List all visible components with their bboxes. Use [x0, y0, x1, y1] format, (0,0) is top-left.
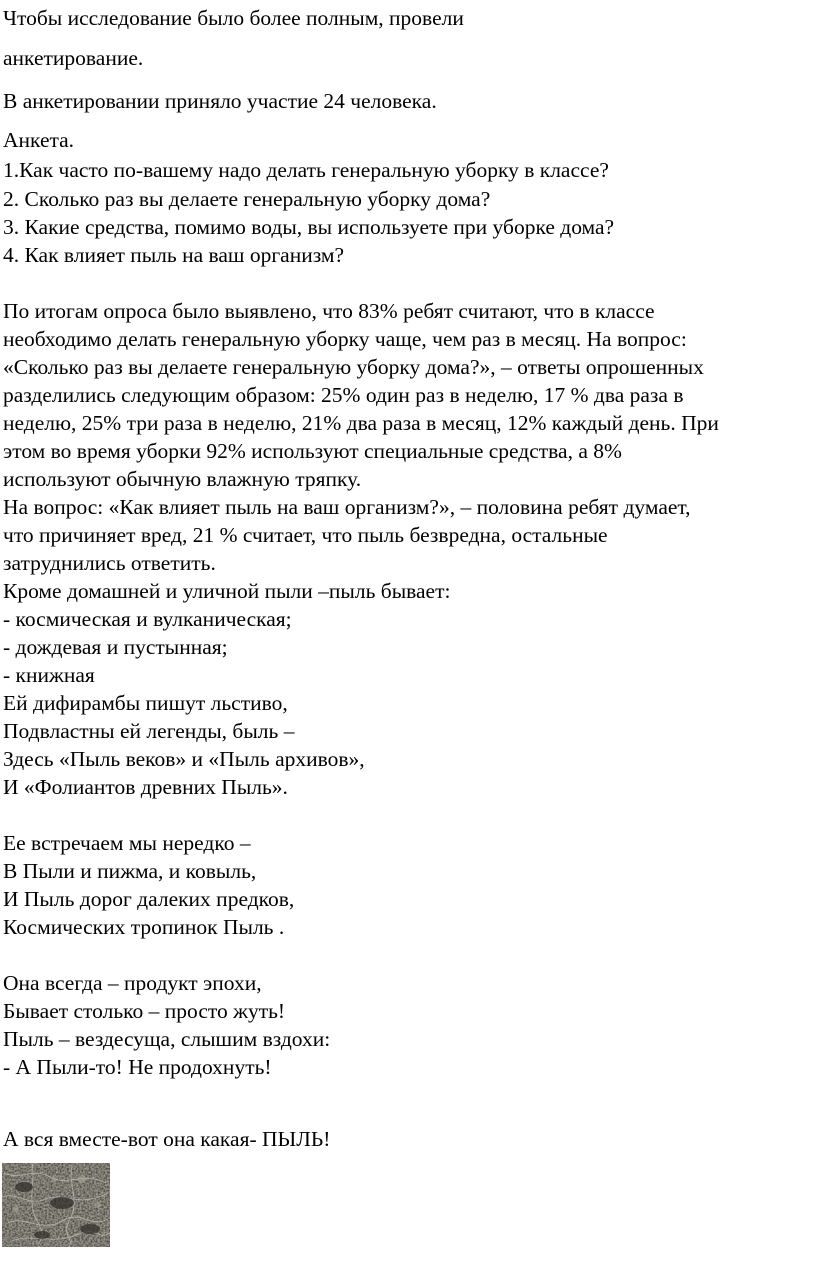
poem-line: И «Фолиантов древних Пыль».	[3, 775, 288, 799]
dust-photo	[2, 1163, 110, 1247]
results-line: что причиняет вред, 21 % считает, что пыль безвредна, остальные	[3, 523, 608, 547]
poem-line: Здесь «Пыль веков» и «Пыль архивов»,	[3, 747, 365, 771]
survey-question-3: 3. Какие средства, помимо воды, вы используете при уборке дома?	[3, 215, 615, 239]
results-line: затруднились ответить.	[3, 551, 216, 575]
results-line: неделю, 25% три раза в неделю, 21% два раза в месяц, 12% каждый день. При	[3, 411, 719, 435]
results-line: разделились следующим образом: 25% один раз в неделю, 17 % два раза в	[3, 383, 684, 407]
dust-type-item: - книжная	[3, 663, 95, 687]
poem-line: И Пыль дорог далеких предков,	[3, 887, 295, 911]
poem-line: В Пыли и пижма, и ковыль,	[3, 859, 257, 883]
poem-line: - А Пыли-то! Не продохнуть!	[3, 1055, 272, 1079]
intro-line-1: Чтобы исследование было более полным, провели	[3, 6, 464, 30]
poem-line: Ей дифирамбы пишут льстиво,	[3, 691, 288, 715]
poem-line: Космических тропинок Пыль .	[3, 915, 285, 939]
survey-question-1: 1.Как часто по-вашему надо делать генеральную уборку в классе?	[3, 158, 609, 182]
dust-type-item: - дождевая и пустынная;	[3, 635, 228, 659]
results-line: необходимо делать генеральную уборку чаще, чем раз в месяц. На вопрос:	[3, 327, 687, 351]
results-line: На вопрос: «Как влияет пыль на ваш организм?», – половина ребят думает,	[3, 495, 691, 519]
survey-title: Анкета.	[3, 128, 75, 152]
poem-line: Ее встречаем мы нередко –	[3, 831, 251, 855]
dust-type-item: - космическая и вулканическая;	[3, 607, 292, 631]
results-line: этом во время уборки 92% используют специальные средства, а 8%	[3, 439, 622, 463]
survey-question-4: 4. Как влияет пыль на ваш организм?	[3, 243, 345, 267]
intro-line-2: анкетирование.	[3, 46, 144, 70]
intro-line-3: В анкетировании приняло участие 24 человека.	[3, 89, 437, 113]
survey-question-2: 2. Сколько раз вы делаете генеральную уборку дома?	[3, 187, 491, 211]
results-line: «Сколько раз вы делаете генеральную уборку дома?», – ответы опрошенных	[3, 355, 704, 379]
poem-line: Пыль – вездесуща, слышим вздохи:	[3, 1027, 331, 1051]
closing-line: А вся вместе-вот она какая- ПЫЛЬ!	[3, 1127, 331, 1151]
results-line: используют обычную влажную тряпку.	[3, 467, 362, 491]
poem-line: Подвластны ей легенды, быль –	[3, 719, 295, 743]
results-line: Кроме домашней и уличной пыли –пыль бывает:	[3, 579, 451, 603]
results-line: По итогам опроса было выявлено, что 83% ребят считают, что в классе	[3, 299, 655, 323]
poem-line: Бывает столько – просто жуть!	[3, 999, 286, 1023]
poem-line: Она всегда – продукт эпохи,	[3, 971, 262, 995]
